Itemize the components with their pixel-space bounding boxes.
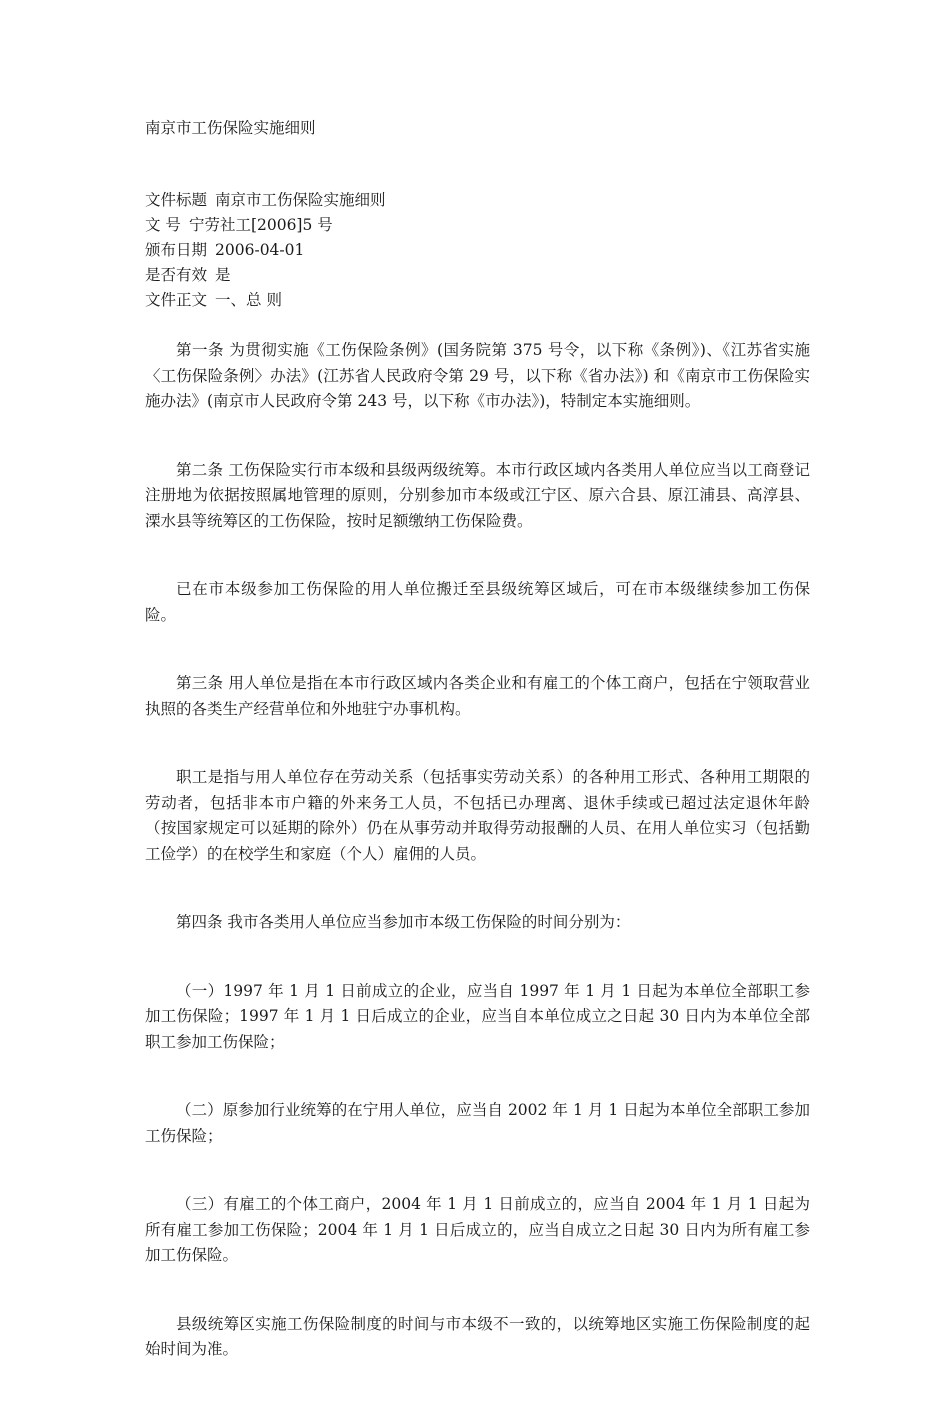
document-body xyxy=(145,338,810,1406)
paragraph-county-note: 县级统筹区实施工伤保险制度的时间与市本级不一致的，以统筹地区实施工伤保险制度的起始时间为准。 xyxy=(145,1314,810,1358)
paragraph-article-2: 第二条 工伤保险实行市本级和县级两级统筹。本市行政区域内各类用人单位应当以工商登记注册地为依据按照属地管理的原则，分别参加市本级或江宁区、原六合县、原江浦县、高淳县、溧水县等统筹区的工伤保险，按时足额缴纳工伤保险费。 xyxy=(145,460,810,530)
meta-label: 文 号 xyxy=(145,216,181,234)
meta-row-valid xyxy=(145,263,386,288)
meta-value: 是 xyxy=(215,266,231,284)
meta-row-number xyxy=(145,213,386,238)
meta-value: 2006-04-01 xyxy=(215,241,305,259)
document-title: 南京市工伤保险实施细则 xyxy=(145,119,316,137)
paragraph-article-4-item-1: （一）1997 年 1 月 1 日前成立的企业，应当自 1997 年 1 月 1 日起为本单位全部职工参加工伤保险；1997 年 1 月 1 日后成立的企业，应当自本单位成立之日起 30 日内为本单位全部职工参加工伤保险； xyxy=(145,981,810,1051)
document-meta-list xyxy=(145,188,386,313)
meta-label: 文件标题 xyxy=(145,191,208,209)
paragraph-article-1: 第一条 为贯彻实施《工伤保险条例》(国务院第 375 号令，以下称《条例》)、《江苏省实施〈工伤保险条例〉办法》(江苏省人民政府令第 29 号，以下称《省办法》) 和《南京市工伤保险实施办法》(南京市人民政府令第 243 号，以下称《市办法》)，特制定本实施细则。 xyxy=(145,341,810,410)
meta-row-body xyxy=(145,288,386,313)
paragraph-article-4-item-2: （二）原参加行业统筹的在宁用人单位，应当自 2002 年 1 月 1 日起为本单位全部职工参加工伤保险； xyxy=(145,1101,810,1145)
paragraph-article-4-item-3: （三）有雇工的个体工商户，2004 年 1 月 1 日前成立的，应当自 2004 年 1 月 1 日起为所有雇工参加工伤保险；2004 年 1 月 1 日后成立的，应当自成立之日起 30 日内为所有雇工参加工伤保险。 xyxy=(145,1195,810,1264)
meta-value: 一、总 则 xyxy=(215,291,282,309)
meta-value: 宁劳社工[2006]5 号 xyxy=(188,216,333,234)
meta-row-title xyxy=(145,188,386,213)
paragraph-article-3: 第三条 用人单位是指在本市行政区域内各类企业和有雇工的个体工商户，包括在宁领取营业执照的各类生产经营单位和外地驻宁办事机构。 xyxy=(145,674,810,718)
meta-label: 文件正文 xyxy=(145,291,208,309)
paragraph-article-3-workers: 职工是指与用人单位存在劳动关系（包括事实劳动关系）的各种用工形式、各种用工期限的劳动者，包括非本市户籍的外来务工人员，不包括已办理离、退休手续或已超过法定退休年龄（按国家规定可以延期的除外）仍在从事劳动并取得劳动报酬的人员、在用人单位实习（包括勤工俭学）的在校学生和家庭（个人）雇佣的人员。 xyxy=(145,768,810,863)
paragraph-article-4: 第四条 我市各类用人单位应当参加市本级工伤保险的时间分别为： xyxy=(176,913,631,931)
meta-label: 是否有效 xyxy=(145,266,208,284)
meta-label: 颁布日期 xyxy=(145,241,208,259)
paragraph-article-2-note: 已在市本级参加工伤保险的用人单位搬迁至县级统筹区域后，可在市本级继续参加工伤保险。 xyxy=(145,580,810,624)
meta-row-date xyxy=(145,238,386,263)
meta-value: 南京市工伤保险实施细则 xyxy=(215,191,386,209)
